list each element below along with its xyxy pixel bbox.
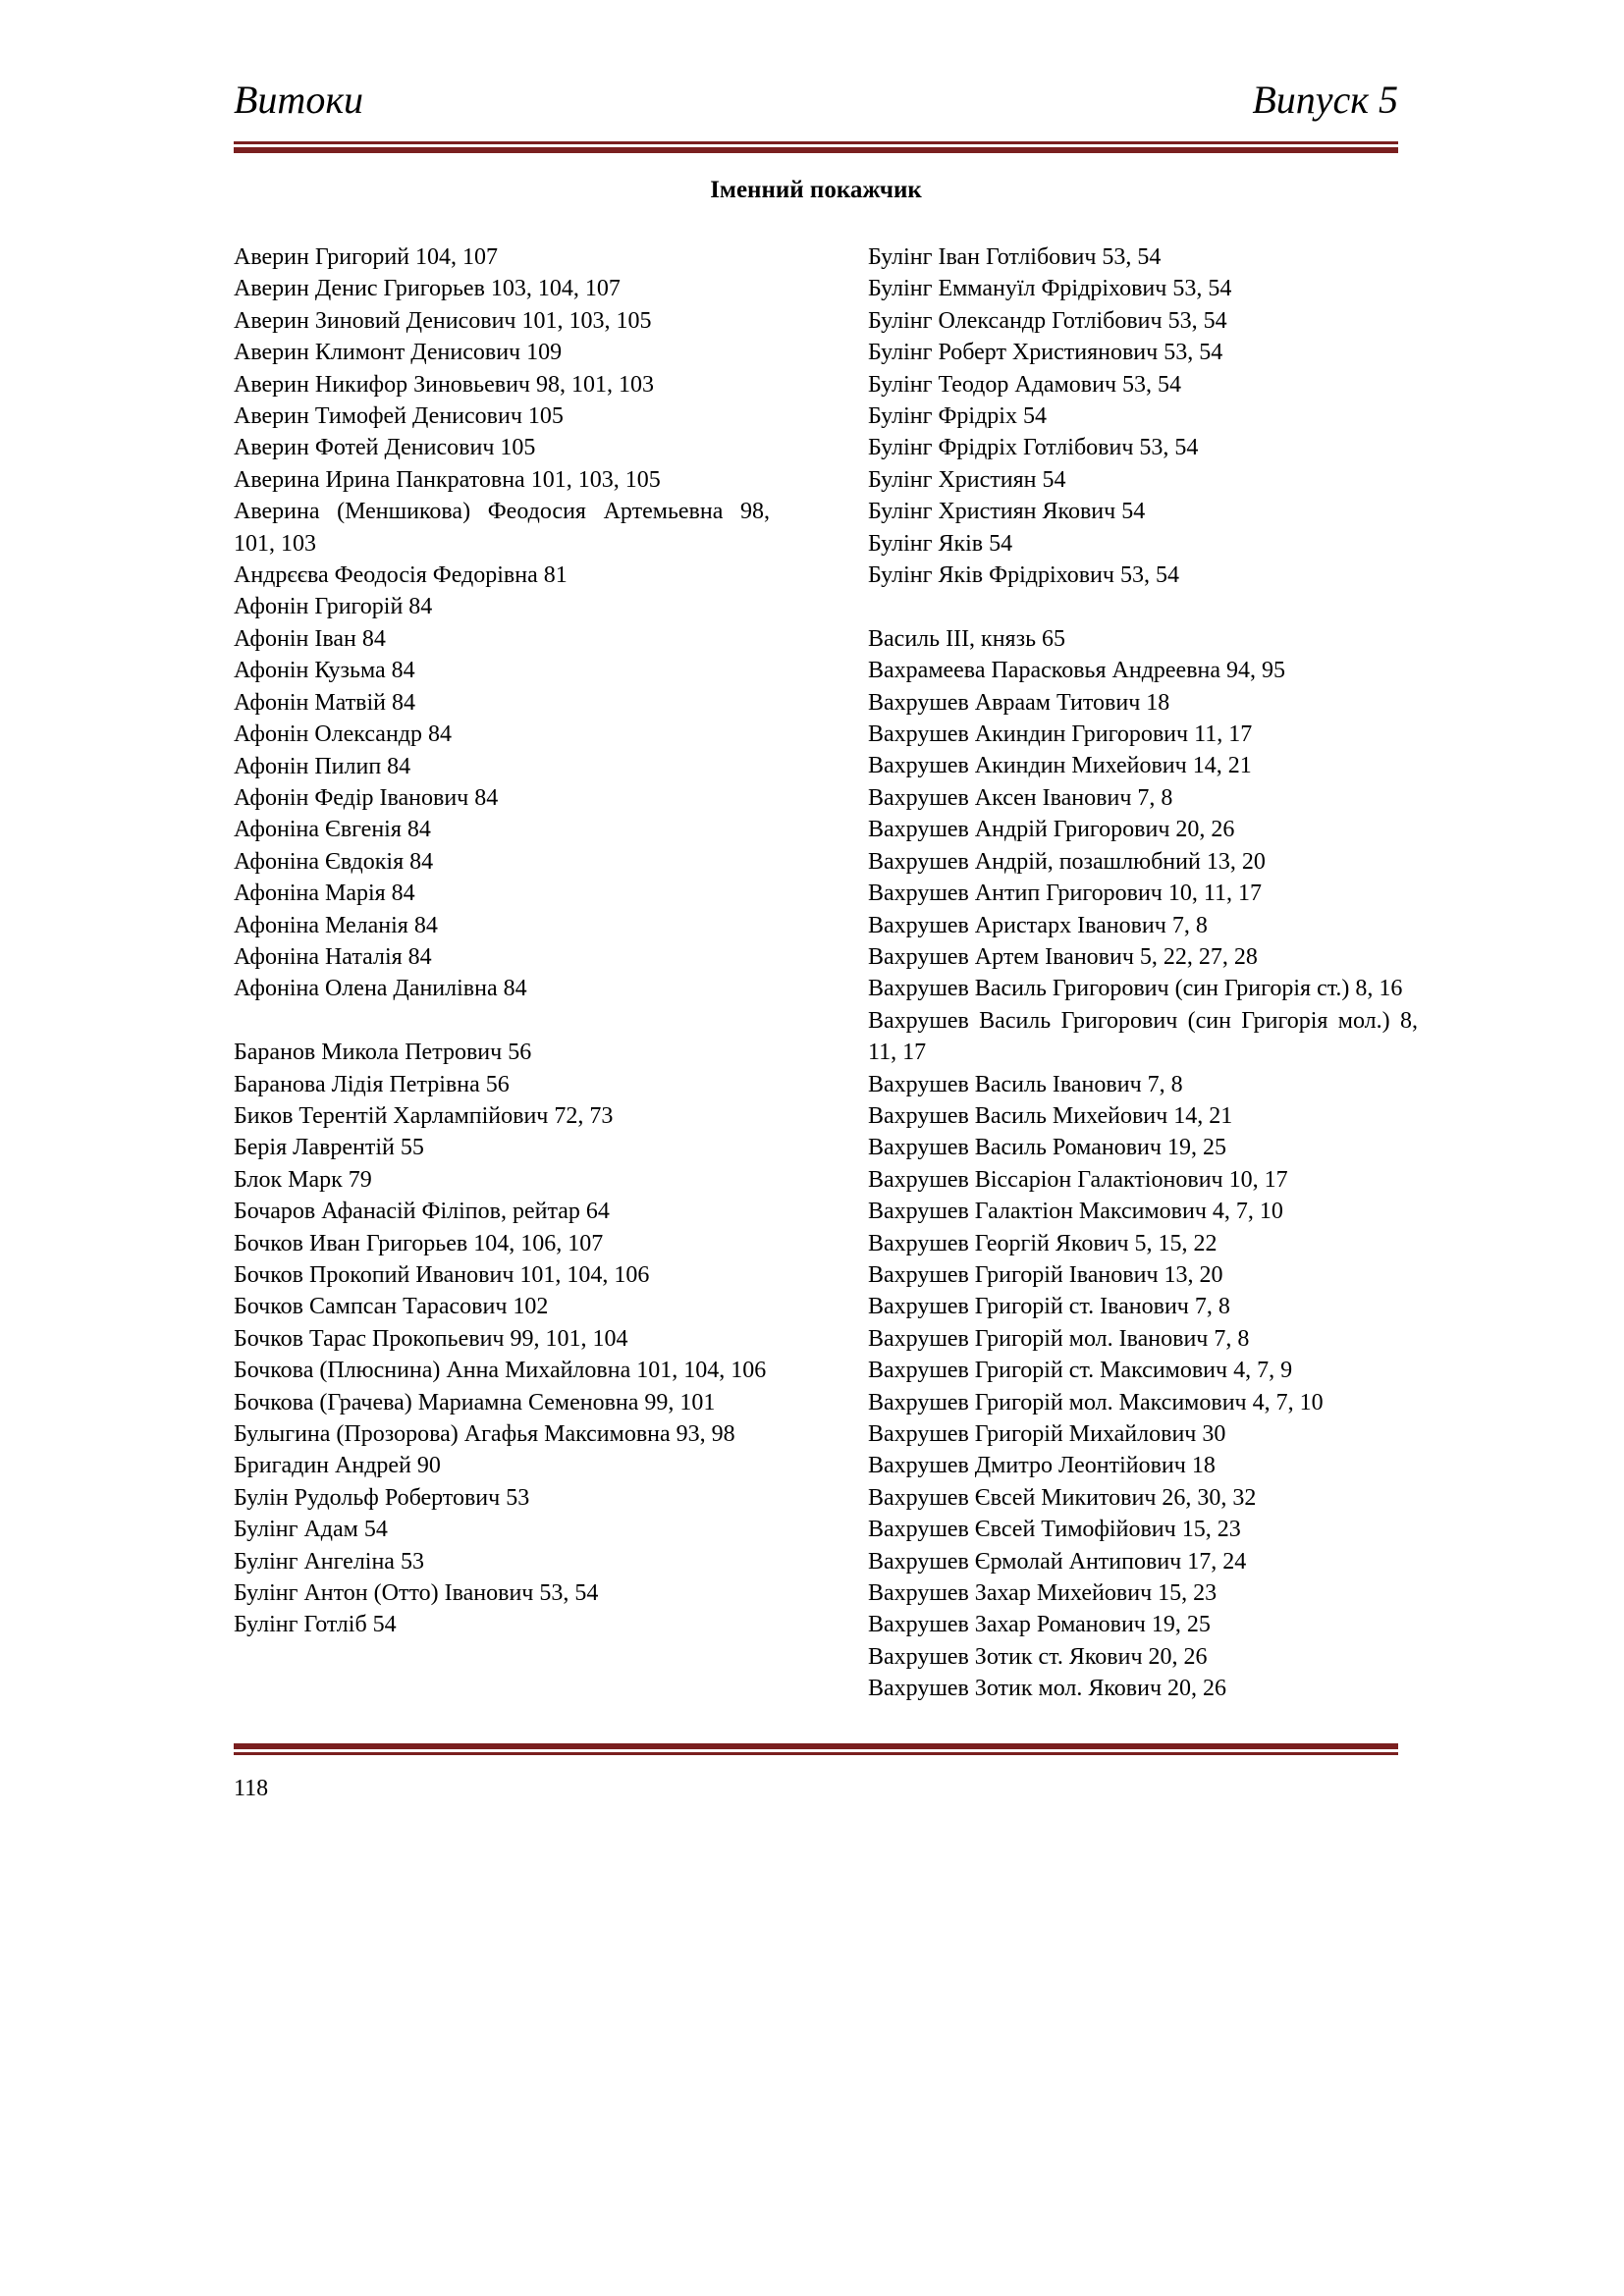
- index-entry: Аверина Ирина Панкратовна 101, 103, 105: [234, 466, 661, 493]
- index-entry: Булінг Роберт Християнович 53, 54: [868, 340, 1223, 366]
- issue-number: Випуск 5: [1252, 78, 1398, 122]
- index-entry: Булінг Фрідріх Готлібович 53, 54: [868, 435, 1199, 461]
- section-spacer: [234, 1005, 770, 1037]
- index-entry: Баранов Микола Петрович 56: [234, 1040, 532, 1066]
- index-entry: Баранова Лідія Петрівна 56: [234, 1071, 510, 1097]
- index-entry: Вахрушев Дмитро Леонтійович 18: [868, 1453, 1216, 1479]
- index-entry: Аверина (Меншикова) Феодосия Артемьевна 98, 101, 103: [234, 499, 770, 557]
- index-entry: Вахрушев Григорій ст. Іванович 7, 8: [868, 1294, 1230, 1320]
- index-entry: Вахрушев Артем Іванович 5, 22, 27, 28: [868, 943, 1258, 970]
- index-entry: Аверин Фотей Денисович 105: [234, 435, 536, 461]
- index-entry: Булінг Еммануїл Фрідріхович 53, 54: [868, 276, 1232, 302]
- index-entry: Вахрушев Зотик ст. Якович 20, 26: [868, 1643, 1208, 1670]
- index-entry: Вахрушев Зотик мол. Якович 20, 26: [868, 1676, 1227, 1702]
- index-entry: Вахрушев Акиндин Григорович 11, 17: [868, 721, 1253, 748]
- index-entry: Бочков Прокопий Иванович 101, 104, 106: [234, 1261, 650, 1288]
- index-entry: Афонін Кузьма 84: [234, 658, 415, 684]
- index-entry: Андрєєва Феодосія Федорівна 81: [234, 562, 568, 589]
- index-entry: Афонін Матвій 84: [234, 689, 416, 716]
- index-entry: Булінг Іван Готлібович 53, 54: [868, 244, 1162, 270]
- index-entry: Бочкова (Грачева) Мариамна Семеновна 99, 101: [234, 1389, 716, 1415]
- index-entry: Афоніна Меланія 84: [234, 912, 438, 938]
- index-entry: Вахрушев Авраам Титович 18: [868, 689, 1170, 716]
- index-entry: Вахрушев Андрій Григорович 20, 26: [868, 817, 1235, 843]
- index-entry: Бочаров Афанасій Філіпов, рейтар 64: [234, 1199, 610, 1225]
- index-entry: Вахрушев Захар Романович 19, 25: [868, 1612, 1211, 1638]
- index-entry: Вахрушев Аксен Іванович 7, 8: [868, 784, 1173, 811]
- index-entry: Афоніна Євгенія 84: [234, 817, 431, 843]
- index-entry: Аверин Зиновий Денисович 101, 103, 105: [234, 307, 652, 334]
- index-entry: Вахрушев Василь Романович 19, 25: [868, 1135, 1226, 1161]
- index-entry: Вахрушев Єрмолай Антипович 17, 24: [868, 1548, 1247, 1575]
- index-entry: Булінг Яків Фрідріхович 53, 54: [868, 562, 1179, 589]
- index-entry: Аверин Никифор Зиновьевич 98, 101, 103: [234, 371, 654, 398]
- page-title: Іменний покажчик: [710, 177, 922, 203]
- index-entry: Булінг Християн 54: [868, 466, 1066, 493]
- index-entry: Булыгина (Прозорова) Агафья Максимовна 93, 98: [234, 1421, 735, 1448]
- index-entry: Аверин Тимофей Денисович 105: [234, 403, 564, 430]
- running-header: [234, 71, 1398, 130]
- index-entry: Вахрушев Василь Григорович (син Григорія мол.) 8, 11, 17: [868, 1007, 1418, 1066]
- index-entry: Блок Марк 79: [234, 1166, 372, 1193]
- index-entry: Василь ІІІ, князь 65: [868, 625, 1066, 652]
- index-entry: Вахрушев Захар Михейович 15, 23: [868, 1580, 1218, 1607]
- index-entry: Вахрушев Антип Григорович 10, 11, 17: [868, 881, 1262, 907]
- index-entry: Афонін Григорій 84: [234, 594, 433, 620]
- index-entry: Булінг Готліб 54: [234, 1612, 397, 1638]
- index-entry: Булін Рудольф Робертович 53: [234, 1484, 530, 1511]
- index-entry: Булінг Яків 54: [868, 530, 1013, 557]
- index-entry: Бочков Сампсан Тарасович 102: [234, 1294, 549, 1320]
- index-entry: Вахрушев Андрій, позашлюбний 13, 20: [868, 848, 1266, 875]
- index-entry: Вахрушев Григорій ст. Максимович 4, 7, 9: [868, 1358, 1293, 1384]
- index-column-left: [234, 241, 770, 1641]
- journal-title: Витоки: [234, 78, 364, 122]
- index-entry: Аверин Климонт Денисович 109: [234, 340, 563, 366]
- header-divider: [234, 141, 1398, 153]
- index-entry: Вахрушев Григорій мол. Іванович 7, 8: [868, 1325, 1250, 1352]
- index-entry: Булінг Теодор Адамович 53, 54: [868, 371, 1182, 398]
- page-number: 118: [234, 1776, 269, 1801]
- index-entry: Вахрушев Григорій мол. Максимович 4, 7, 10: [868, 1389, 1324, 1415]
- index-entry: Афонін Іван 84: [234, 625, 386, 652]
- index-column-right: [868, 241, 1418, 1705]
- index-entry: Вахрушев Аристарх Іванович 7, 8: [868, 912, 1208, 938]
- index-entry: Вахрушев Акиндин Михейович 14, 21: [868, 753, 1252, 779]
- index-entry: Вахрушев Григорій Іванович 13, 20: [868, 1261, 1223, 1288]
- index-entry: Булінг Ангеліна 53: [234, 1548, 424, 1575]
- index-entry: Вахрушев Галактіон Максимович 4, 7, 10: [868, 1199, 1283, 1225]
- index-entry: Вахрушев Василь Іванович 7, 8: [868, 1071, 1183, 1097]
- index-entry: Вахрушев Георгій Якович 5, 15, 22: [868, 1230, 1218, 1256]
- index-entry: Афонін Федір Іванович 84: [234, 784, 499, 811]
- index-entry: Вахрамеева Парасковья Андреевна 94, 95: [868, 658, 1286, 684]
- index-entry: Булінг Олександр Готлібович 53, 54: [868, 307, 1227, 334]
- index-entry: Аверин Григорий 104, 107: [234, 244, 499, 270]
- index-entry: Афоніна Євдокія 84: [234, 848, 434, 875]
- index-entry: Вахрушев Євсей Тимофійович 15, 23: [868, 1517, 1241, 1543]
- index-entry: Вахрушев Євсей Микитович 26, 30, 32: [868, 1484, 1257, 1511]
- index-entry: Булінг Фрідріх 54: [868, 403, 1047, 430]
- index-entry: Афонін Олександр 84: [234, 721, 452, 748]
- index-entry: Булінг Антон (Отто) Іванович 53, 54: [234, 1580, 599, 1607]
- index-entry: Афоніна Олена Данилівна 84: [234, 976, 527, 1002]
- index-entry: Бочкова (Плюснина) Анна Михайловна 101, 104, 106: [234, 1358, 767, 1384]
- index-entry: Бочков Иван Григорьев 104, 106, 107: [234, 1230, 604, 1256]
- index-entry: Вахрушев Василь Григорович (син Григорія ст.) 8, 16: [868, 976, 1403, 1002]
- index-entry: Бригадин Андрей 90: [234, 1453, 441, 1479]
- section-spacer: [868, 591, 1418, 622]
- index-entry: Афоніна Марія 84: [234, 881, 415, 907]
- index-entry: Булінг Адам 54: [234, 1517, 388, 1543]
- index-entry: Биков Терентій Харлампійович 72, 73: [234, 1102, 614, 1129]
- index-entry: Вахрушев Віссаріон Галактіонович 10, 17: [868, 1166, 1288, 1193]
- index-entry: Вахрушев Василь Михейович 14, 21: [868, 1102, 1233, 1129]
- index-entry: Афоніна Наталія 84: [234, 943, 432, 970]
- index-entry: Аверин Денис Григорьев 103, 104, 107: [234, 276, 621, 302]
- index-entry: Бочков Тарас Прокопьевич 99, 101, 104: [234, 1325, 628, 1352]
- index-entry: Афонін Пилип 84: [234, 753, 411, 779]
- index-entry: Булінг Християн Якович 54: [868, 499, 1146, 525]
- index-entry: Берія Лаврентій 55: [234, 1135, 424, 1161]
- footer-divider: [234, 1743, 1398, 1755]
- index-entry: Вахрушев Григорій Михайлович 30: [868, 1421, 1226, 1448]
